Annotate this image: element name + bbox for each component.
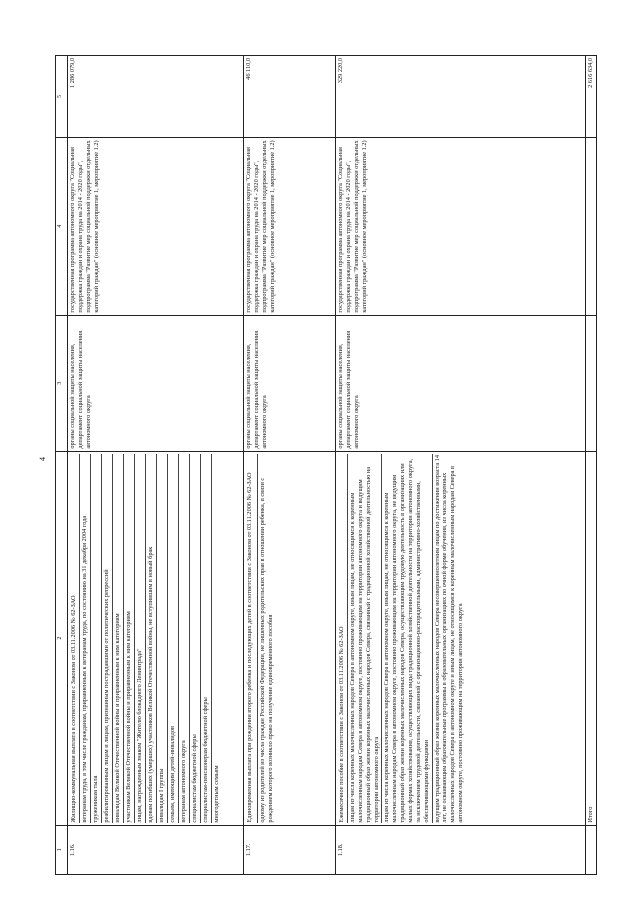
description-line: Ежемесячное пособие в соответствии с Законом от 03.11.2006 № 62-ЗАО <box>338 626 345 823</box>
table-row-1-17 <box>244 56 336 875</box>
rotated-table-container <box>55 55 595 875</box>
row-program: государственная программа автономного округа "Социальная поддержка граждан и охрана труда на 2014 - 2020 годы", подпрограмма "Развитие мер социальной поддержки отдельных категорий граждан" (основное мероприятие 1, мероприятие 1.2) <box>336 137 586 315</box>
row-number: 1.16. <box>68 825 244 874</box>
total-number-cell <box>586 825 597 874</box>
description-line: многодетным семьям <box>211 454 222 823</box>
description-line: Единовременная выплата при рождении второго ребенка и последующих детей в соответствии с Законом от 03.11.2006 № 62-ЗАО <box>246 472 253 823</box>
description-line: лицам из числа коренных малочисленных народов Севера в автономном округе, иным лицам, не относящимся к коренным малочисленным народам Севера в автономном округе, постоянно проживающим на территории автономного округа, не ведущим традиционный образ жизни коренных малочисленных народов Севера, осуществляющим трудовую деятельность в организациях или малых формах хозяйствования, осуществляющих виды традиционной хозяйственной деятельности на территории автономного округа, за исключением трудовой деятельности, связанной с организационно-распорядительными, административно-хозяйственными, обеспечивающими функциями <box>381 454 431 823</box>
description-line: лицам, награжденным знаком "Жителю блокадного Ленинграда" <box>134 454 145 823</box>
description-line: участникам Великой Отечественной войны и приравненным к ним категориям <box>123 454 134 823</box>
column-number: 5 <box>56 56 68 138</box>
column-number: 4 <box>56 137 68 315</box>
column-number: 2 <box>56 451 68 825</box>
description-line: специалистам бюджетной сферы <box>189 454 200 823</box>
description-line: вдовам погибших (умерших) участников Великой Отечественной войны, не вступившим в новый брак <box>145 454 156 823</box>
description-line: лицам из числа коренных малочисленных народов Севера в автономном округе, иным лицам, не относящимся к коренным малочисленным народам Севера в автономном округе, постоянно проживающим на территории автономного округа и ведущим традиционный образ жизни коренных малочисленных народов Севера, связанный с традиционной хозяйственной деятельностью на территории автономного округа <box>347 454 381 823</box>
allocation-table <box>55 55 597 875</box>
description-line: инвалидам I группы <box>156 454 167 823</box>
row-number: 1.18. <box>336 825 586 874</box>
row-sum: 46 110,0 <box>244 56 336 138</box>
column-number: 1 <box>56 825 68 874</box>
total-executor-cell <box>586 315 597 451</box>
description-line: реабилитированным лицам и лицам, признанным пострадавшими от политических репрессий <box>101 454 112 823</box>
table-row-1-16 <box>68 56 244 875</box>
row-executor: органы социальной защиты населения, департамент социальной защиты населения автономного округа <box>68 315 244 451</box>
row-executor: органы социальной защиты населения, департамент социальной защиты населения автономного округа <box>244 315 336 451</box>
row-program: государственная программа автономного округа "Социальная поддержка граждан и охрана труда на 2014 - 2020 годы", подпрограмма "Развитие мер социальной поддержки отдельных категорий граждан" (основное мероприятие 1, мероприятие 1.2) <box>68 137 244 315</box>
description-line: семьям, имеющим детей-инвалидов <box>167 454 178 823</box>
row-description <box>336 451 586 825</box>
description-line: ветеранам автономного округа <box>178 454 189 823</box>
row-program: государственная программа автономного округа "Социальная поддержка граждан и охрана труда на 2014 - 2020 годы", подпрограмма "Развитие мер социальной поддержки отдельных категорий граждан" (основное мероприятие 1, мероприятие 1.2) <box>244 137 336 315</box>
table-row-total <box>586 56 597 875</box>
row-description <box>68 451 244 825</box>
description-line: одному из родителей из числа граждан Российской Федерации, не лишенных родительских прав в отношении ребенка, в связи с рождением которого возникло право на получение единовременного пособия <box>257 454 276 823</box>
total-sum: 2 616 634,0 <box>586 56 597 138</box>
description-line: ведущим традиционный образ жизни коренных малочисленных народов Севера несовершеннолетним лицам по достижении возраста 14 лет, не осваивающим образовательные программы в образовательных организациях по очной форме обучения, из числа коренных малочисленных народов Севера в автономном округе и иным лицам, не относящимся к коренным малочисленным народам Севера в автономном округе, постоянно проживающим на территории автономного округа <box>433 454 465 823</box>
column-number: 3 <box>56 315 68 451</box>
row-sum: 1 286 079,0 <box>68 56 244 138</box>
row-executor: органы социальной защиты населения, департамент социальной защиты населения автономного округа <box>336 315 586 451</box>
row-sum: 329 220,0 <box>336 56 586 138</box>
row-number: 1.17. <box>244 825 336 874</box>
total-label: Итого <box>586 451 597 825</box>
column-number-row <box>56 56 68 875</box>
description-line: Жилищно-коммунальная выплата в соответствии с Законом от 03.11.2006 № 62-ЗАО <box>70 595 77 823</box>
total-program-cell <box>586 137 597 315</box>
description-line: ветеранам труда, в том числе гражданам, приравненным к ветеранам труда, по состоянию на 31 декабря 2004 года <box>79 454 90 823</box>
description-line: специалистам-пенсионерам бюджетной сферы <box>200 454 211 823</box>
description-line: труженикам тыла <box>90 454 101 823</box>
row-description <box>244 451 336 825</box>
page-number: 4 <box>38 457 47 461</box>
table-row-1-18 <box>336 56 586 875</box>
description-line: инвалидам Великой Отечественной войны и приравненным к ним категориям <box>112 454 123 823</box>
